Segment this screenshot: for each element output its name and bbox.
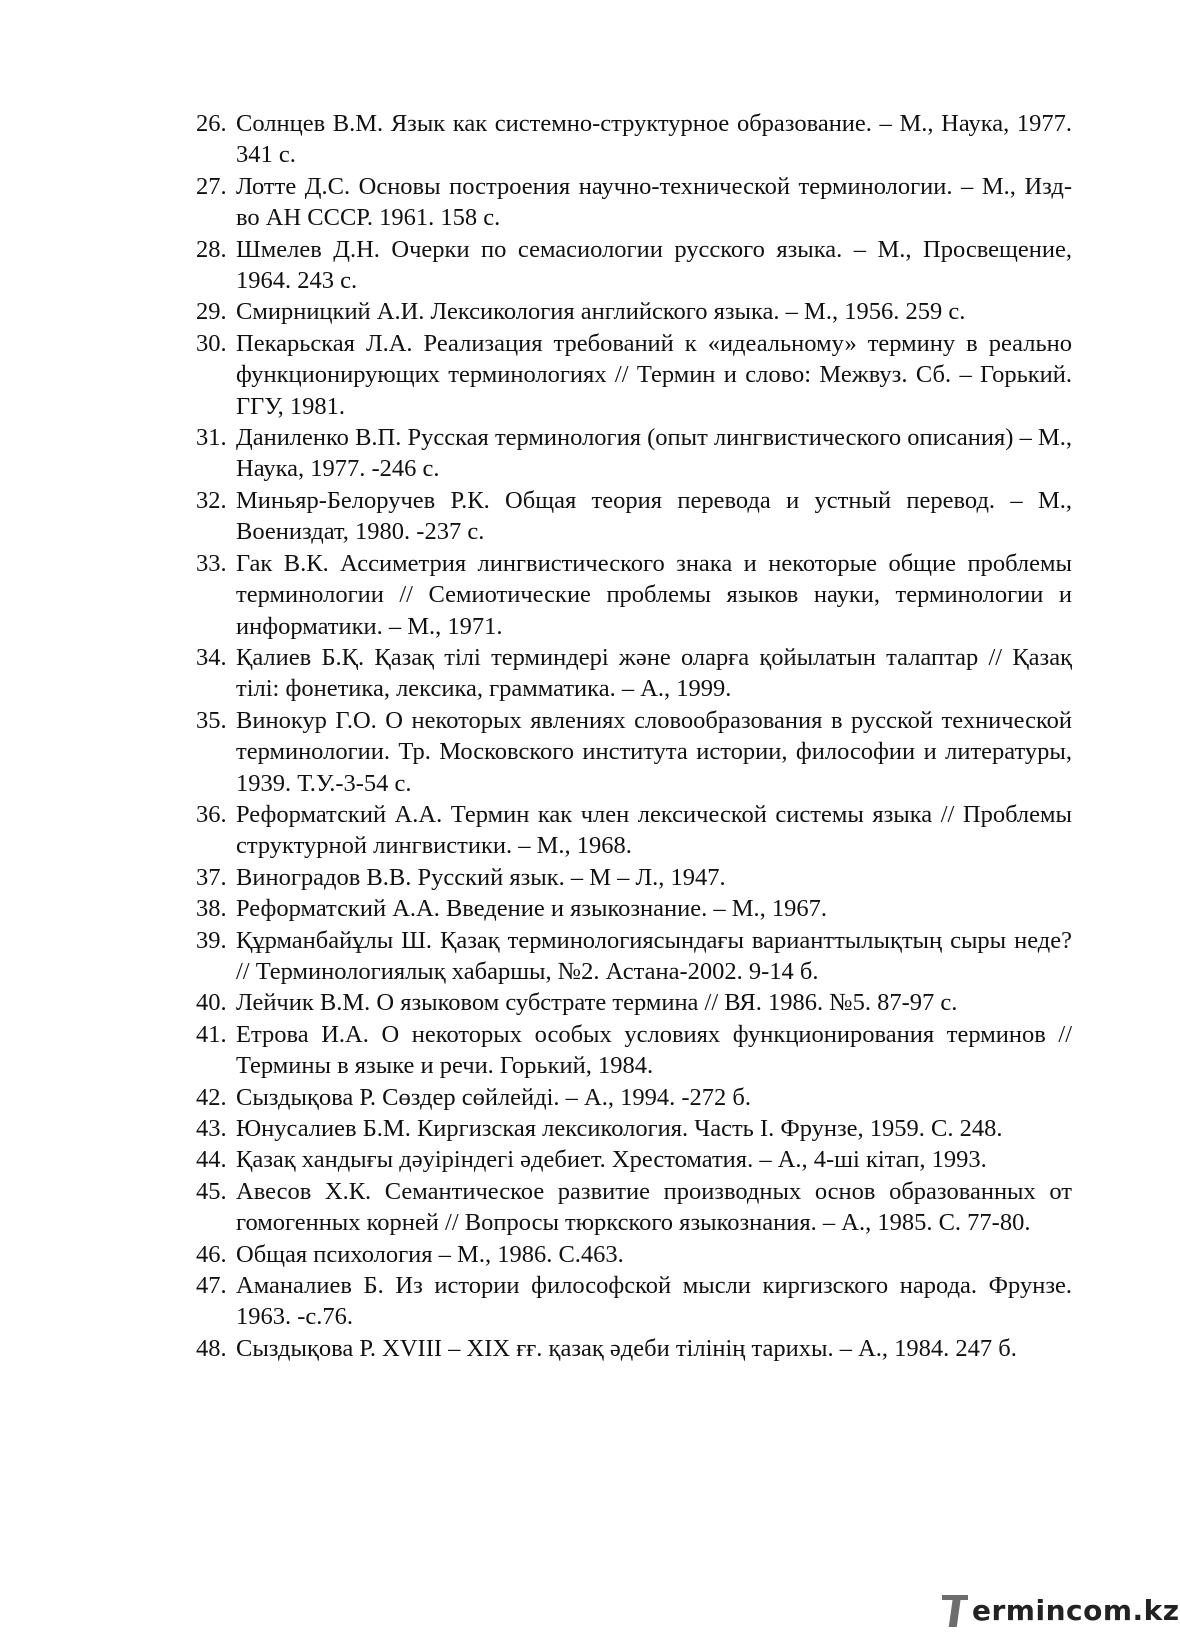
reference-item xyxy=(196,987,1072,1018)
reference-item xyxy=(196,108,1072,171)
reference-item xyxy=(196,1082,1072,1113)
reference-item xyxy=(196,893,1072,924)
reference-text: Реформатский А.А. Термин как член лексической системы языка // Проблемы структурной лингвистики. – М., 1968. xyxy=(236,800,1072,860)
reference-text: Смирницкий А.И. Лексикология английского языка. – М., 1956. 259 с. xyxy=(236,298,966,326)
reference-text: Сыздықова Р. XVIII – XIX ғғ. қазақ әдеби тілінің тарихы. – А., 1984. 247 б. xyxy=(236,1334,1017,1362)
reference-item xyxy=(196,1019,1072,1082)
reference-number: 27. xyxy=(196,172,227,200)
reference-text: Пекарьская Л.А. Реализация требований к «идеальному» термину в реально функционирующих терминологиях // Термин и слово: Межвуз. Сб. – Горький. ГГУ, 1981. xyxy=(236,329,1072,420)
reference-item xyxy=(196,1239,1072,1270)
reference-item xyxy=(196,1176,1072,1239)
reference-text: Лейчик В.М. О языковом субстрате термина // ВЯ. 1986. №5. 87-97 с. xyxy=(236,989,958,1017)
reference-number: 26. xyxy=(196,110,227,137)
reference-text: Шмелев Д.Н. Очерки по семасиологии русского языка. – М., Просвещение, 1964. 243 с. xyxy=(236,235,1072,295)
reference-item xyxy=(196,1333,1072,1364)
reference-item xyxy=(196,548,1072,642)
reference-number: 37. xyxy=(196,863,227,891)
reference-item xyxy=(196,328,1072,422)
reference-item xyxy=(196,234,1072,297)
reference-text: Юнусалиев Б.М. Киргизская лексикология. Часть I. Фрунзе, 1959. С. 248. xyxy=(236,1115,1003,1142)
reference-number: 32. xyxy=(196,486,227,514)
reference-number: 40. xyxy=(196,989,227,1017)
reference-number: 45. xyxy=(196,1177,227,1205)
reference-text: Реформатский А.А. Введение и языкознание. – М., 1967. xyxy=(236,895,828,923)
reference-number: 36. xyxy=(196,800,227,828)
reference-text: Құрманбайұлы Ш. Қазақ терминологиясындағы варианттылықтың сыры неде? // Терминологиялық хабаршы, №2. Астана-2002. 9-14 б. xyxy=(236,926,1072,985)
reference-text: Аманалиев Б. Из истории философской мысли киргизского народа. Фрунзе. 1963. -с.76. xyxy=(236,1272,1072,1331)
reference-item xyxy=(196,705,1072,799)
reference-item xyxy=(196,862,1072,893)
reference-number: 48. xyxy=(196,1334,227,1362)
reference-number: 31. xyxy=(196,424,227,452)
reference-number: 29. xyxy=(196,298,227,326)
reference-text: Сыздықова Р. Сөздер сөйлейді. – А., 1994. -272 б. xyxy=(236,1083,752,1111)
reference-number: 47. xyxy=(196,1272,227,1300)
reference-text: Авесов Х.К. Семантическое развитие производных основ образованных от гомогенных корней // Вопросы тюркского языкознания. – А., 1985. С. 77-80. xyxy=(236,1177,1072,1237)
reference-item xyxy=(196,925,1072,988)
reference-item xyxy=(196,1144,1072,1175)
reference-text: Виноградов В.В. Русский язык. – М – Л., 1947. xyxy=(236,863,726,891)
reference-text: Общая психология – М., 1986. С.463. xyxy=(236,1240,624,1268)
reference-text: Даниленко В.П. Русская терминология (опыт лингвистического описания) – М., Наука, 1977. -246 с. xyxy=(236,424,1072,483)
reference-list xyxy=(196,108,1072,1364)
reference-number: 34. xyxy=(196,643,227,671)
reference-item xyxy=(196,1113,1072,1144)
reference-text: Қалиев Б.Қ. Қазақ тілі терминдері және оларға қойылатын талаптар // Қазақ тілі: фонетика, лексика, грамматика. – А., 1999. xyxy=(236,643,1072,703)
reference-item xyxy=(196,296,1072,327)
reference-text: Миньяр-Белоручев Р.К. Общая теория перевода и устный перевод. – М., Воениздат, 1980. -237 с. xyxy=(236,486,1072,546)
reference-text: Лотте Д.С. Основы построения научно-технической терминологии. – М., Изд-во АН СССР. 1961. 158 с. xyxy=(236,172,1072,232)
reference-number: 35. xyxy=(196,706,227,734)
reference-text: Қазақ хандығы дәуіріндегі әдебиет. Хрестоматия. – А., 4-ші кітап, 1993. xyxy=(236,1146,987,1174)
reference-number: 42. xyxy=(196,1083,227,1111)
reference-text: Гак В.К. Ассиметрия лингвистического знака и некоторые общие проблемы терминологии // Семиотические проблемы языков науки, терминологии и информатики. – М., 1971. xyxy=(236,549,1072,640)
reference-number: 30. xyxy=(196,329,227,357)
reference-item xyxy=(196,422,1072,485)
reference-number: 44. xyxy=(196,1146,227,1174)
reference-number: 43. xyxy=(196,1115,227,1142)
reference-item xyxy=(196,485,1072,548)
reference-number: 46. xyxy=(196,1240,227,1268)
logo-t-mark-icon xyxy=(942,1592,970,1628)
reference-number: 41. xyxy=(196,1020,227,1048)
logo-text: ermincom.kz xyxy=(972,1593,1180,1627)
reference-item xyxy=(196,1270,1072,1333)
reference-number: 39. xyxy=(196,926,227,954)
reference-number: 33. xyxy=(196,549,227,577)
reference-number: 38. xyxy=(196,895,227,923)
termincom-logo xyxy=(942,1590,1180,1630)
reference-number: 28. xyxy=(196,235,227,263)
reference-item xyxy=(196,171,1072,234)
reference-item xyxy=(196,799,1072,862)
reference-text: Етрова И.А. О некоторых особых условиях функционирования терминов // Термины в языке и речи. Горький, 1984. xyxy=(236,1020,1072,1080)
reference-text: Солнцев В.М. Язык как системно-структурное образование. – М., Наука, 1977. 341 с. xyxy=(236,110,1072,169)
reference-item xyxy=(196,642,1072,705)
reference-text: Винокур Г.О. О некоторых явлениях словообразования в русской технической терминологии. Тр. Московского института истории, философии и литературы, 1939. Т.У.-3-54 с. xyxy=(236,706,1072,797)
